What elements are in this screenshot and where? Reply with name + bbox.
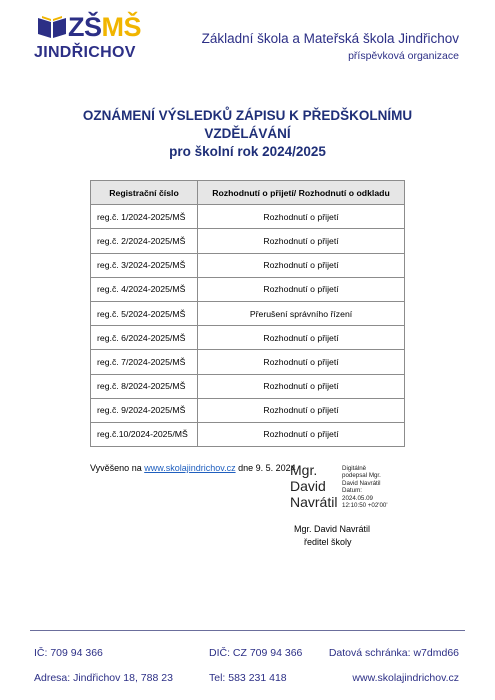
- registration-number: reg.č. 9/2024-2025/MŠ: [91, 398, 198, 422]
- book-icon: [36, 14, 68, 40]
- decision: Rozhodnutí o přijetí: [198, 374, 405, 398]
- digital-signature-name: [290, 462, 350, 510]
- table-row: [91, 326, 405, 350]
- title-line-1: OZNÁMENÍ VÝSLEDKŮ ZÁPISU K PŘEDŠKOLNÍMU: [82, 108, 413, 123]
- decision: Rozhodnutí o přijetí: [198, 422, 405, 446]
- registration-number: reg.č. 4/2024-2025/MŠ: [91, 277, 198, 301]
- registration-number: reg.č. 6/2024-2025/MŠ: [91, 326, 198, 350]
- decision: Rozhodnutí o přijetí: [198, 253, 405, 277]
- title-line-3: pro školní rok 2024/2025: [169, 144, 326, 159]
- signature-detail-line: Datum:: [342, 487, 362, 495]
- footer-databox: Datová schránka: w7dmd66: [328, 647, 459, 659]
- header-registration-number: Registrační číslo: [91, 181, 198, 205]
- decision: Rozhodnutí o přijetí: [198, 326, 405, 350]
- decision: Rozhodnutí o přijetí: [198, 350, 405, 374]
- registration-number: reg.č. 7/2024-2025/MŠ: [91, 350, 198, 374]
- posted-prefix: Vyvěšeno na: [90, 463, 145, 473]
- signature-detail-line: 2024.05.09: [342, 494, 373, 502]
- table-header-row: [91, 181, 405, 205]
- digital-signature-details: [342, 465, 422, 509]
- table-row: [91, 374, 405, 398]
- signature-detail-line: David Navrátil: [342, 479, 381, 487]
- registration-number: reg.č. 8/2024-2025/MŠ: [91, 374, 198, 398]
- registration-number: reg.č. 1/2024-2025/MŠ: [91, 205, 198, 229]
- decision: Rozhodnutí o přijetí: [198, 229, 405, 253]
- decision: Přerušení správního řízení: [198, 301, 405, 325]
- school-website-link[interactable]: www.skolajindrichov.cz: [144, 463, 236, 473]
- title-line-2: VZDĚLÁVÁNÍ: [204, 126, 291, 141]
- table-row: [91, 398, 405, 422]
- signer-role: ředitel školy: [304, 537, 352, 547]
- decision: Rozhodnutí o přijetí: [198, 398, 405, 422]
- posted-date: dne 9. 5. 2024: [235, 463, 296, 473]
- results-table: [90, 180, 405, 447]
- document-title: [0, 107, 495, 161]
- logo-wordmark: ZŠMŠ: [68, 12, 142, 42]
- table-row: [91, 229, 405, 253]
- signer-name: Mgr. David Navrátil: [294, 524, 371, 534]
- table-row: [91, 422, 405, 446]
- table-row: [91, 253, 405, 277]
- table-row: [91, 350, 405, 374]
- signature-detail-line: podepsal Mgr.: [342, 472, 381, 480]
- school-type: příspěvková organizace: [348, 50, 459, 62]
- posted-notice: [90, 463, 296, 473]
- registration-number: reg.č. 2/2024-2025/MŠ: [91, 229, 198, 253]
- table-row: [91, 277, 405, 301]
- header-decision: Rozhodnutí o přijetí/ Rozhodnutí o odkladu: [198, 181, 405, 205]
- footer-ico: IČ: 709 94 366: [34, 647, 103, 659]
- school-logo: [30, 12, 142, 64]
- registration-number: reg.č. 3/2024-2025/MŠ: [91, 253, 198, 277]
- signature-name-line: David: [290, 478, 326, 494]
- footer-address: Adresa: Jindřichov 18, 788 23: [34, 672, 173, 684]
- decision: Rozhodnutí o přijetí: [198, 205, 405, 229]
- footer-web[interactable]: www.skolajindrichov.cz: [352, 672, 459, 684]
- decision: Rozhodnutí o přijetí: [198, 277, 405, 301]
- signature-detail-line: Digitálně: [342, 465, 367, 472]
- signature-name-line: Mgr.: [290, 462, 318, 478]
- table-row: [91, 205, 405, 229]
- table-row: [91, 301, 405, 325]
- registration-number: reg.č. 5/2024-2025/MŠ: [91, 301, 198, 325]
- footer-phone: Tel: 583 231 418: [209, 672, 287, 684]
- logo-town: JINDŘICHOV: [34, 44, 136, 61]
- registration-number: reg.č.10/2024-2025/MŠ: [91, 422, 198, 446]
- footer-dic: DIČ: CZ 709 94 366: [209, 647, 303, 659]
- signer-block: [294, 523, 370, 549]
- signature-name-line: Navrátil: [290, 494, 338, 510]
- signature-detail-line: 12:10:50 +02'00': [342, 502, 388, 510]
- footer-divider: [30, 630, 465, 631]
- school-name: Základní škola a Mateřská škola Jindřichov: [201, 31, 459, 46]
